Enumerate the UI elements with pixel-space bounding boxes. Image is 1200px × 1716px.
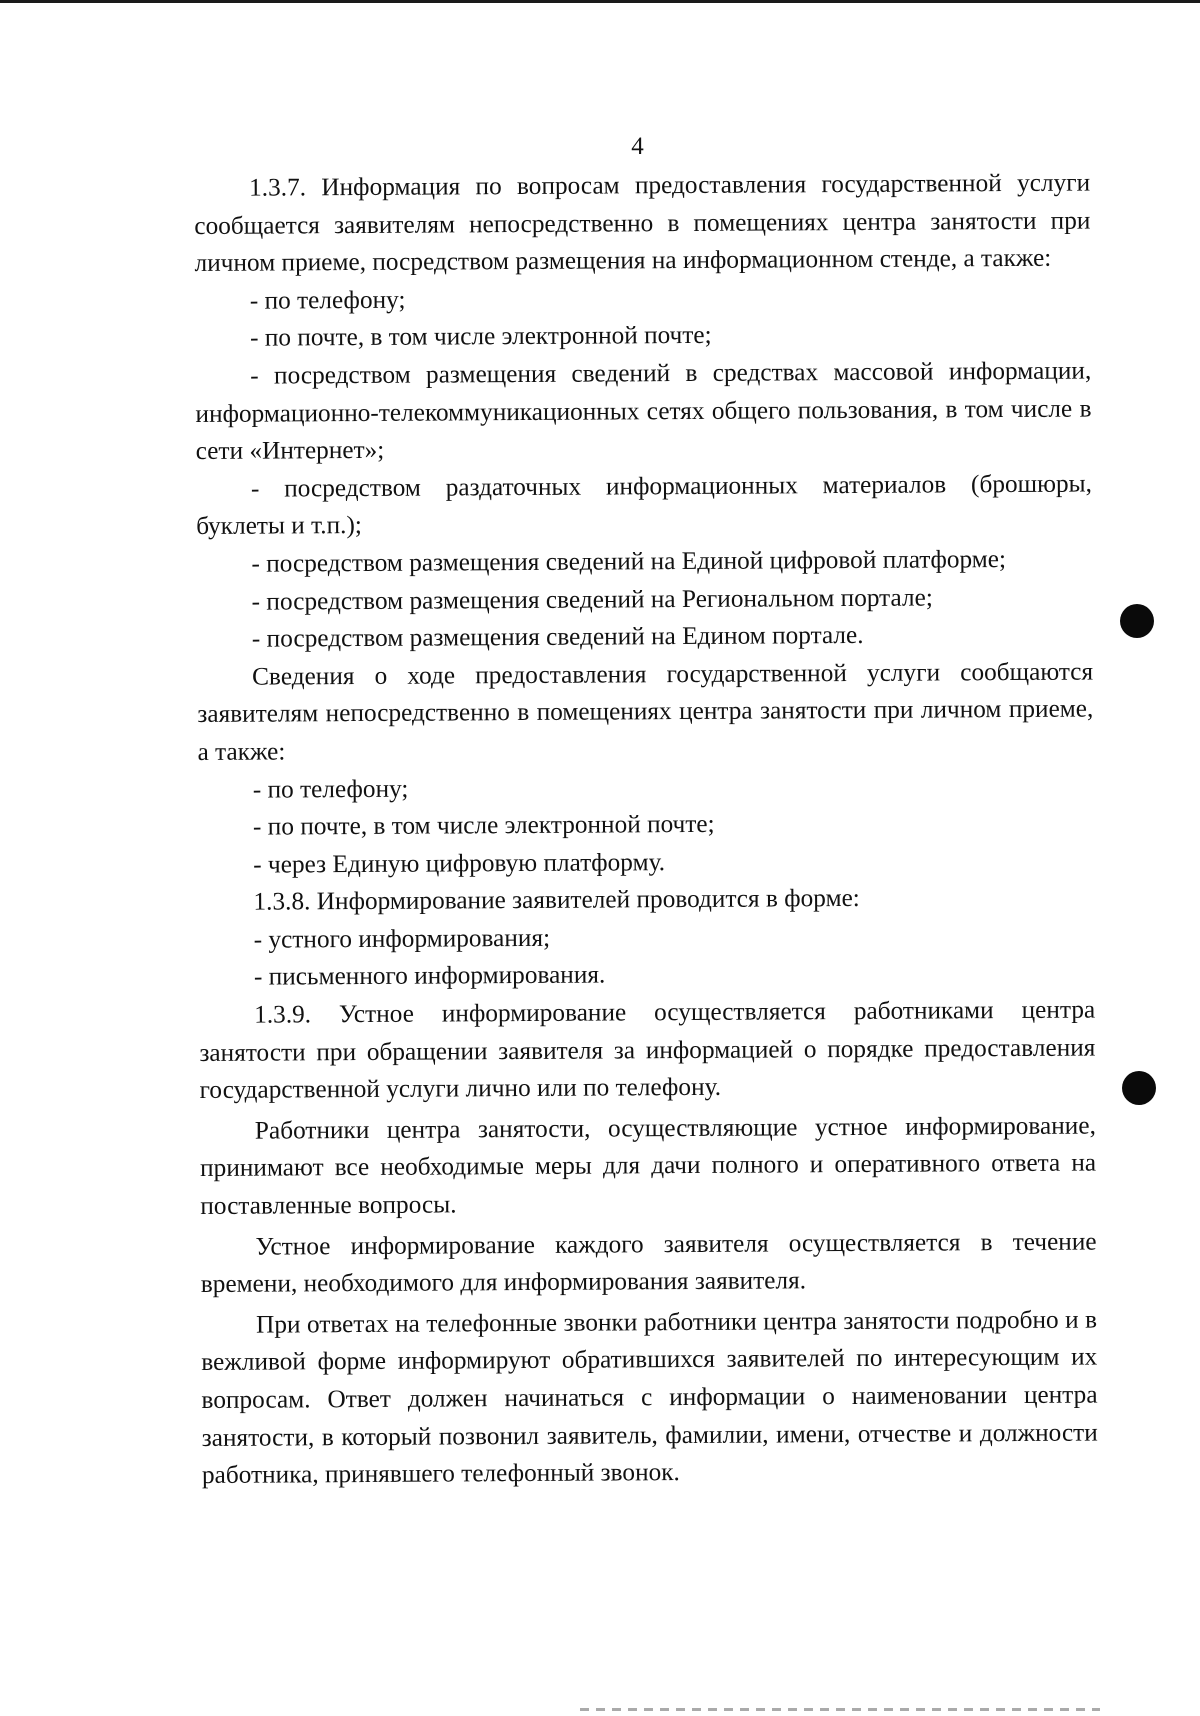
list-item: - по почте, в том числе электронной почте; bbox=[249, 321, 712, 353]
list-item: - посредством размещения сведений на Единой цифровой платформе; bbox=[251, 544, 1007, 578]
scan-edge-bottom bbox=[580, 1708, 1100, 1711]
paragraph-staff-measures: Работники центра занятости, осуществляющие устное информирование, принимают все необходимые меры для дачи полного и оперативного ответа на поставленные вопросы. bbox=[200, 1111, 1097, 1221]
page-number: 4 bbox=[631, 133, 644, 160]
paragraph-progress-info: Сведения о ходе предоставления государственной услуги сообщаются заявителям непосредственно в помещениях центра занятости при личном приеме, а также: bbox=[197, 657, 1094, 766]
list-item: - через Единую цифровую платформу. bbox=[253, 847, 666, 879]
paragraph-phone-calls: При ответах на телефонные звонки работники центра занятости подробно и в вежливой форме информируют обратившихся заявителей по интересующим их вопросам. Ответ должен начинаться с информации о наименовании центра занятости, в который позвонил заявитель, фамилии, имени, отчестве и должности работника, принявшего телефонный звонок. bbox=[201, 1305, 1098, 1490]
punch-hole bbox=[1122, 1071, 1156, 1105]
document-body bbox=[194, 165, 1098, 1495]
punch-hole bbox=[1120, 604, 1154, 638]
list-item: - устного информирования; bbox=[253, 923, 551, 954]
paragraph-1-3-8: 1.3.8. Информирование заявителей проводится в форме: bbox=[253, 884, 860, 916]
list-item: - посредством размещения сведений на Региональном портале; bbox=[251, 583, 933, 616]
list-item: - по почте, в том числе электронной почте; bbox=[252, 809, 715, 841]
scan-edge-top bbox=[0, 0, 1200, 3]
list-item: - посредством размещения сведений на Едином портале. bbox=[251, 621, 864, 653]
list-item: - письменного информирования. bbox=[253, 960, 606, 992]
list-item: - посредством размещения сведений в средствах массовой информации, информационно-телекоммуникационных сетях общего пользования, в том числе в сети «Интернет»; bbox=[195, 356, 1092, 466]
list-item: - посредством раздаточных информационных материалов (брошюры, буклеты и т.п.); bbox=[196, 469, 1093, 541]
list-item: - по телефону; bbox=[252, 774, 409, 804]
list-item: - по телефону; bbox=[249, 285, 406, 315]
paragraph-1-3-7: 1.3.7. Информация по вопросам предоставления государственной услуги сообщается заявителям непосредственно в помещениях центра занятости при личном приеме, посредством размещения на информационном стенде, а также: bbox=[194, 168, 1091, 278]
paragraph-oral-duration: Устное информирование каждого заявителя осуществляется в течение времени, необходимого для информирования заявителя. bbox=[200, 1227, 1097, 1299]
paragraph-1-3-9: 1.3.9. Устное информирование осуществляется работниками центра занятости при обращении заявителя за информацией о порядке предоставления государственной услуги лично или по телефону. bbox=[199, 995, 1096, 1105]
